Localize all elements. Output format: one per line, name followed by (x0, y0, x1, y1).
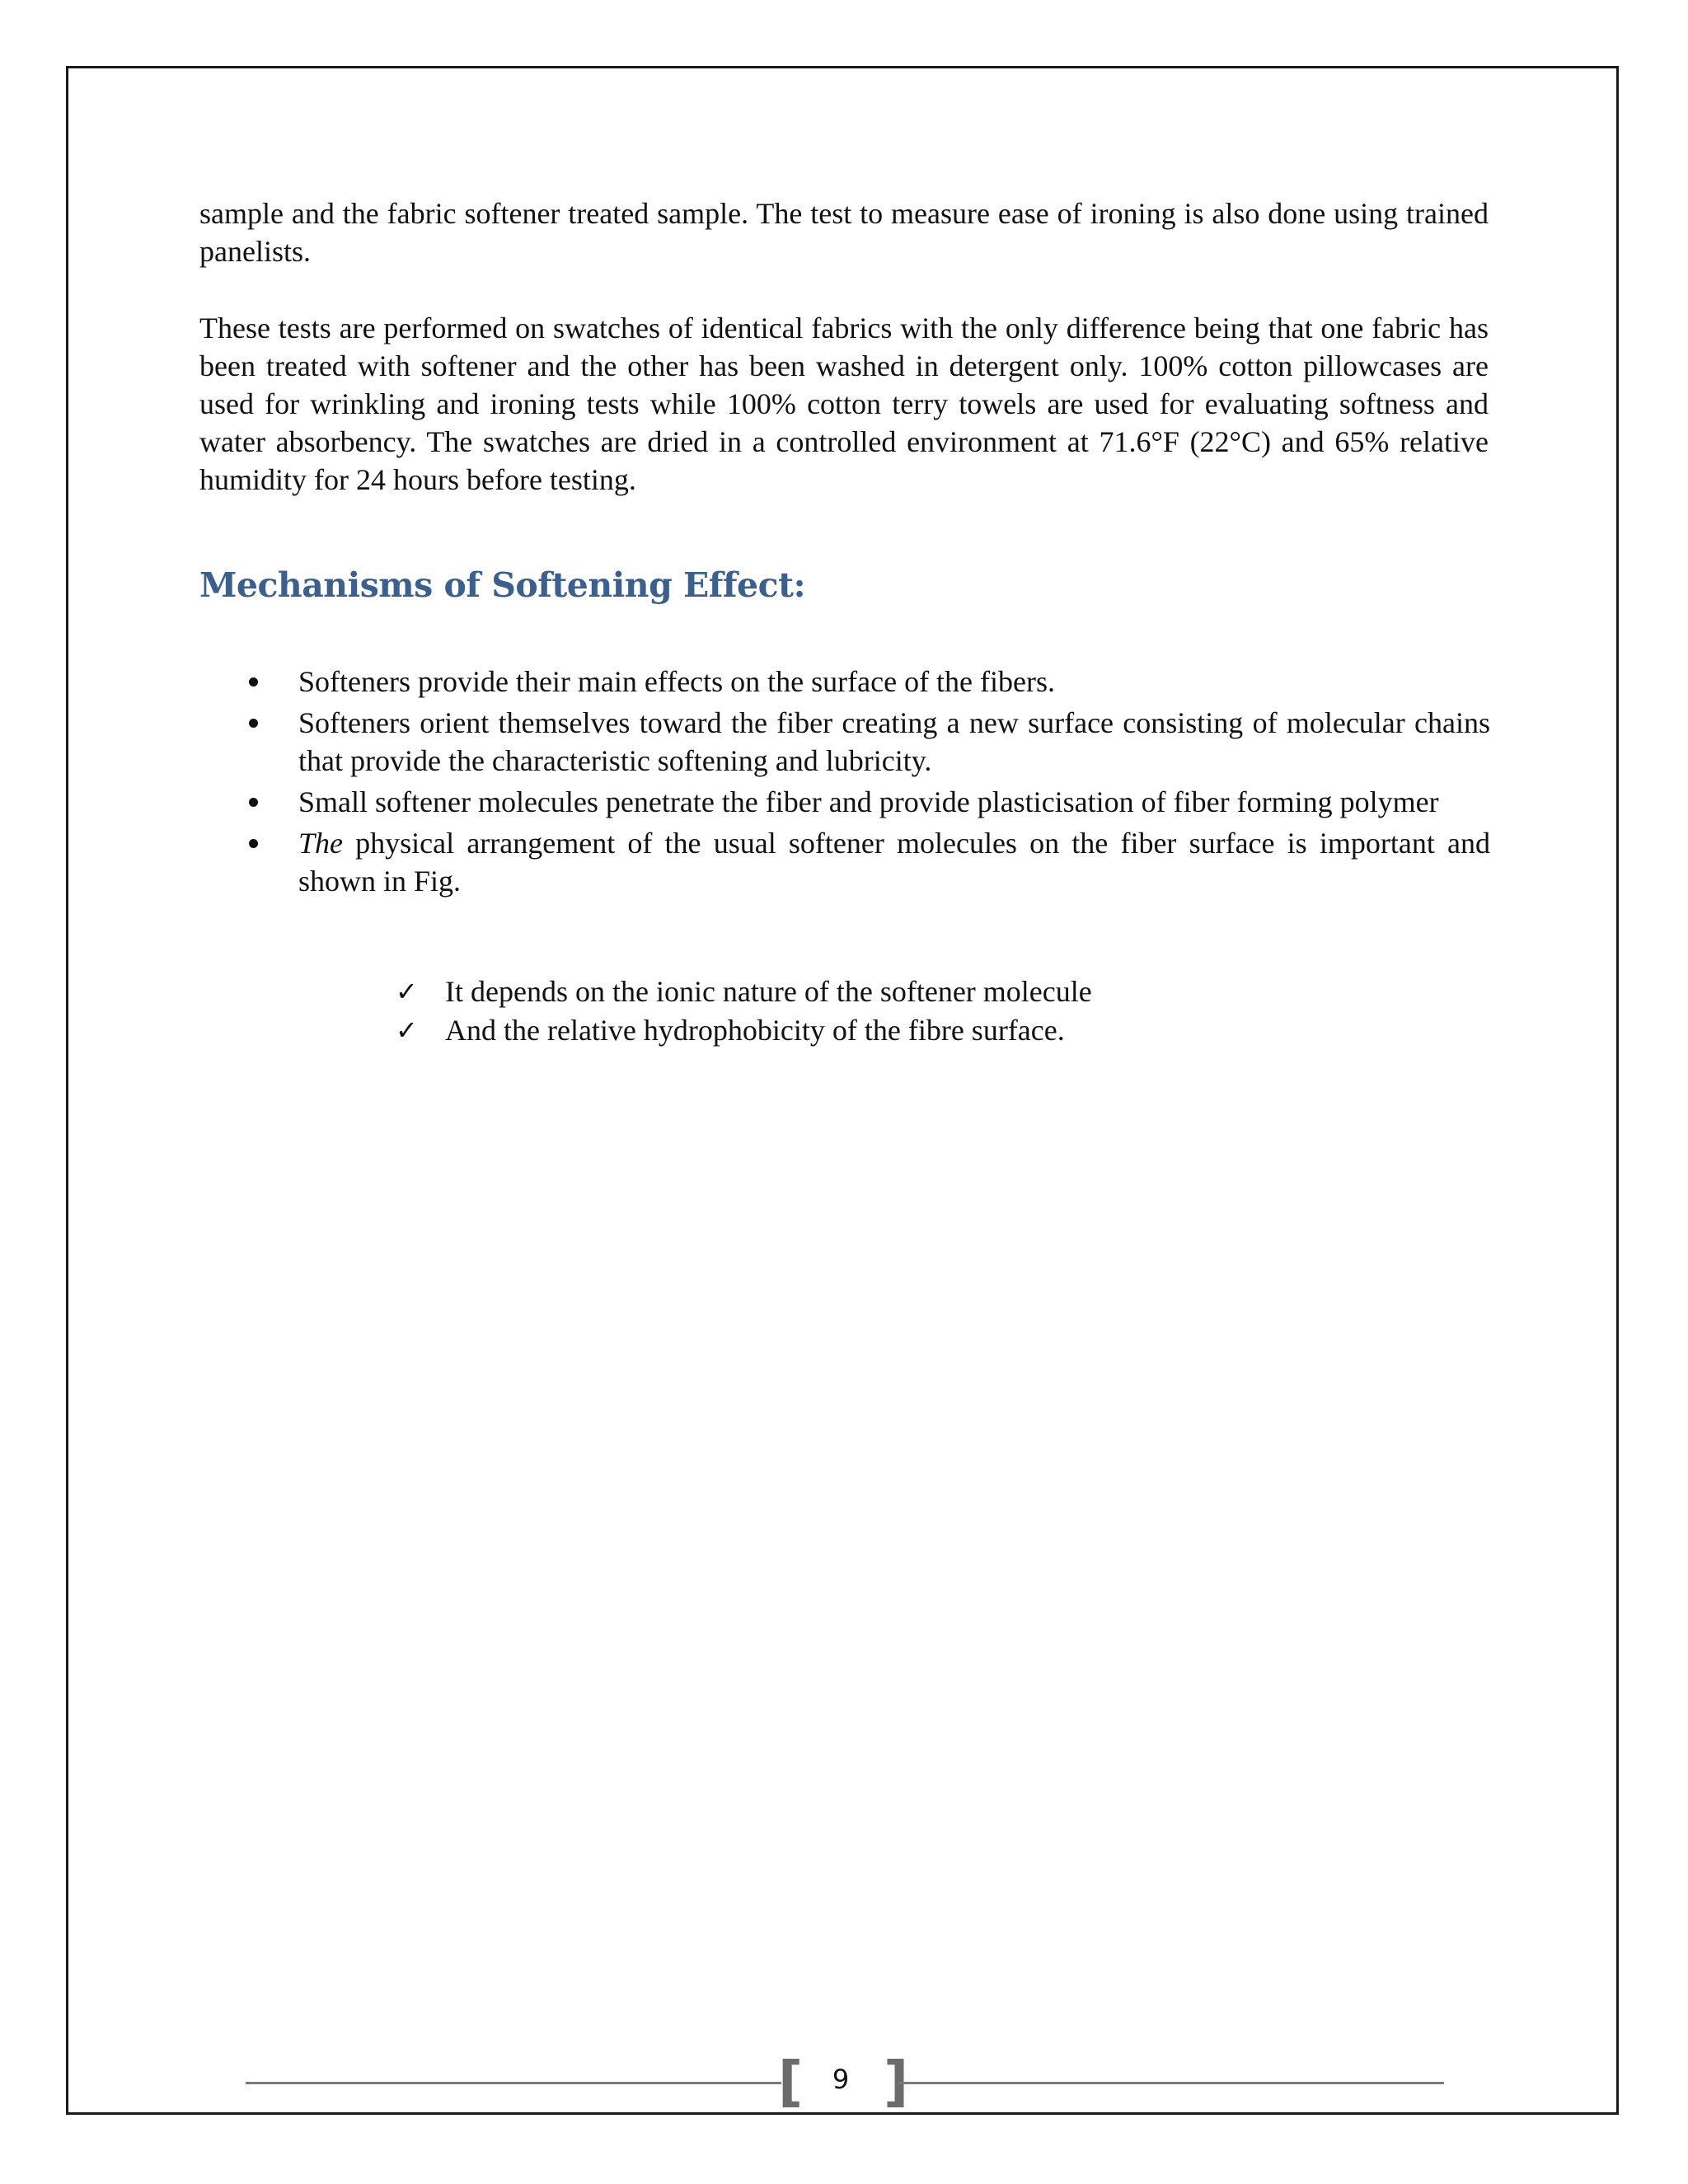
mechanism-bullet-list (199, 663, 1490, 903)
list-item (199, 704, 1490, 780)
body-content (199, 194, 1489, 499)
check-list (396, 972, 1092, 1050)
page-number: 9 (832, 2064, 850, 2095)
check-mark-icon: ✓ (396, 976, 418, 1007)
check-item (396, 1011, 1092, 1050)
bullet-dot-icon (249, 839, 258, 848)
list-item (199, 824, 1490, 900)
footer-rule-left (246, 2082, 781, 2084)
right-bracket-icon: ] (884, 2050, 909, 2113)
check-text: It depends on the ionic nature of the softener molecule (445, 975, 1092, 1008)
bullet-text: Small softener molecules penetrate the fiber and provide plasticisation of fiber forming polymer (298, 785, 1439, 818)
page-footer (0, 2052, 1688, 2118)
check-item (396, 972, 1092, 1011)
list-item (199, 663, 1490, 701)
paragraph-tests: These tests are performed on swatches of identical fabrics with the only difference being that one fabric has been treated with softener and the other has been washed in detergent only. 100% cotton pillowcases are used for wrinkling and ironing tests while 100% cotton terry towels are used for evaluating softness and water absorbency. The swatches are dried in a controlled environment at 71.6°F (22°C) and 65% relative humidity for 24 hours before testing. (199, 312, 1489, 496)
check-mark-icon: ✓ (396, 1015, 418, 1046)
bullet-text: physical arrangement of the usual softener molecules on the fiber surface is important and shown in Fig. (298, 827, 1490, 898)
check-text: And the relative hydrophobicity of the fibre surface. (445, 1014, 1065, 1047)
bullet-dot-icon (249, 677, 258, 687)
list-item (199, 783, 1490, 821)
bullet-dot-icon (249, 798, 258, 807)
left-bracket-icon: [ (778, 2050, 804, 2113)
bullet-text: Softeners provide their main effects on the surface of the fibers. (298, 665, 1055, 698)
section-heading: Mechanisms of Softening Effect: (199, 565, 806, 605)
paragraph-intro: sample and the fabric softener treated sample. The test to measure ease of ironing is also done using trained panelists. (199, 197, 1489, 268)
bullet-lead-italic: The (298, 827, 343, 860)
bullet-text: Softeners orient themselves toward the fiber creating a new surface consisting of molecular chains that provide the characteristic softening and lubricity. (298, 706, 1490, 777)
footer-rule-right (898, 2082, 1444, 2084)
bullet-dot-icon (249, 719, 258, 728)
